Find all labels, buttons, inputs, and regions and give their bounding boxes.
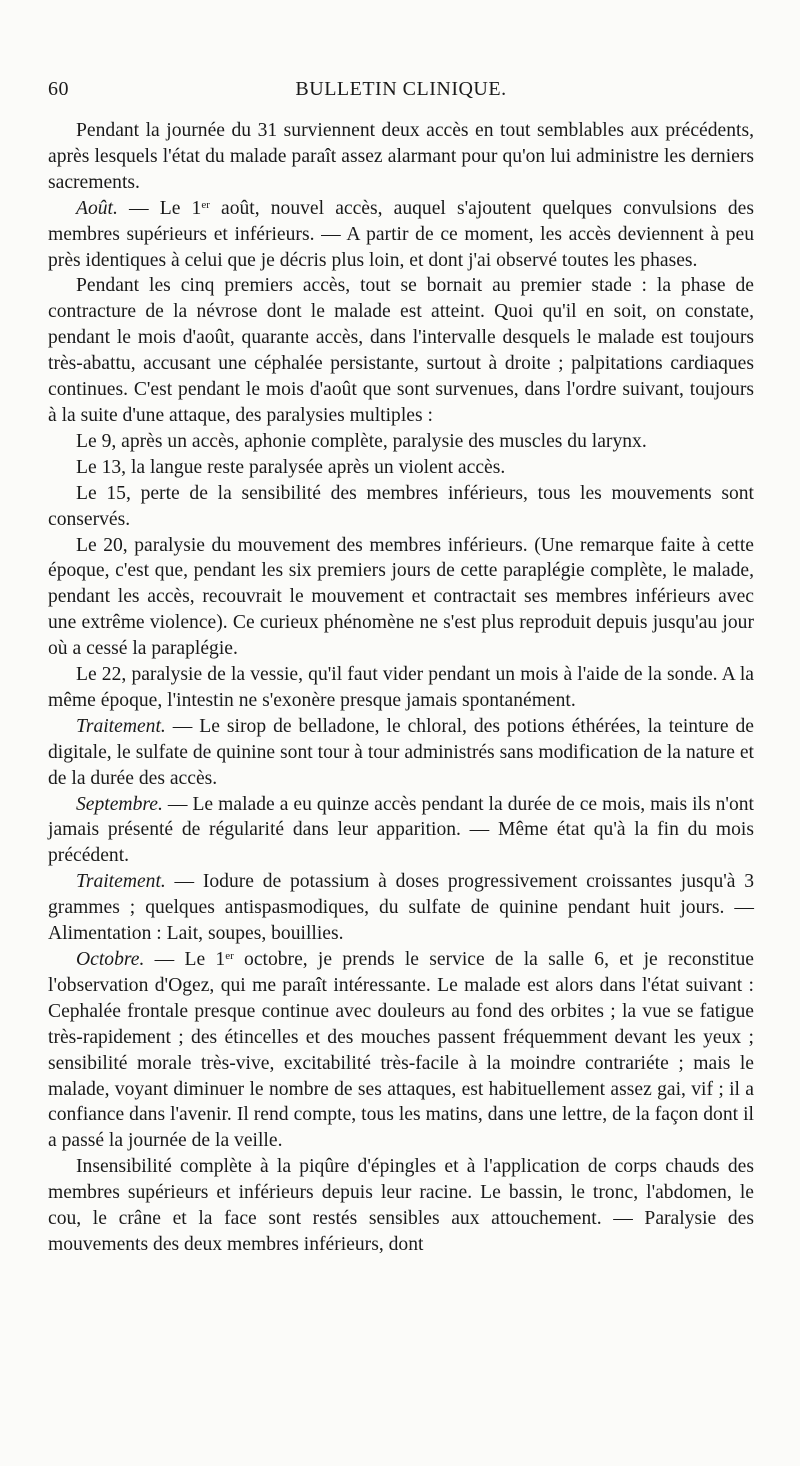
paragraph-text: — Le 1 bbox=[144, 949, 226, 970]
paragraph-text: — Le malade a eu quinze accès pendant la durée de ce mois, mais ils n'ont jamais présenté de régularité dans leur apparition. — Même état qu'à la fin du mois précédent. bbox=[48, 793, 754, 867]
paragraph-text: Le 22, paralysie de la vessie, qu'il faut vider pendant un mois à l'aide de la sonde. A la même époque, l'intestin ne s'exonère presque jamais spontanément. bbox=[48, 664, 754, 711]
paragraph-text: août, nouvel accès, auquel s'ajoutent quelques convulsions des membres supérieurs et inférieurs. — A partir de ce moment, les accès deviennent à peu près identiques à celui que je décris plus loin, et dont j'ai observé toutes les phases. bbox=[48, 197, 754, 271]
paragraph-text: Insensibilité complète à la piqûre d'épingles et à l'application de corps chauds des membres supérieurs et inférieurs depuis leur racine. Le bassin, le tronc, l'abdomen, le cou, le crâne et la face sont restés sensibles aux attouchement. — Paralysie des mouvements des deux membres inférieurs, dont bbox=[48, 1156, 754, 1255]
paragraph-lead: Octobre. bbox=[76, 949, 145, 970]
paragraph-text: — Le 1 bbox=[117, 197, 202, 219]
paragraph bbox=[48, 273, 754, 428]
paragraph-lead: Septembre. bbox=[76, 793, 163, 815]
paragraph bbox=[48, 481, 754, 533]
paragraph-text: — Iodure de potassium à doses progressivement croissantes jusqu'à 3 grammes ; quelques antispasmodiques, du sulfate de quinine pendant huit jours. — Alimentation : Lait, soupes, bouillies. bbox=[48, 871, 754, 945]
body-text bbox=[48, 118, 754, 1258]
ordinal-superscript: er bbox=[225, 950, 234, 962]
page-header bbox=[48, 78, 754, 112]
paragraph bbox=[48, 792, 754, 870]
paragraph-lead: Traitement. bbox=[76, 715, 166, 737]
paragraph bbox=[48, 196, 754, 274]
ordinal-superscript: er bbox=[201, 198, 210, 211]
paragraph bbox=[48, 455, 754, 481]
paragraph-text: Le 13, la langue reste paralysée après un violent accès. bbox=[76, 456, 506, 478]
paragraph bbox=[48, 118, 754, 196]
paragraph bbox=[48, 714, 754, 792]
paragraph-text: Pendant les cinq premiers accès, tout se bornait au premier stade : la phase de contracture de la névrose dont le malade est atteint. Quoi qu'il en soit, on constate, pendant le mois d'août, quarante accès, dans l'intervalle desquels le malade est toujours très-abattu, accusant une céphalée persistante, surtout à droite ; palpitations cardiaques continues. C'est pendant le mois d'août que sont survenues, dans l'ordre suivant, toujours à la suite d'une attaque, des paralysies multiples : bbox=[48, 275, 754, 426]
paragraph bbox=[48, 429, 754, 455]
paragraph-lead: Août. bbox=[76, 197, 118, 219]
paragraph-lead: Traitement. bbox=[76, 871, 166, 893]
paragraph-text: Le 20, paralysie du mouvement des membres inférieurs. (Une remarque faite à cette époque, c'est que, pendant les six premiers jours de cette paraplégie complète, le malade, pendant les accès, recouvrait le mouvement et contractait ses membres inférieurs avec une extrême violence). Ce curieux phénomène ne s'est plus reproduit depuis jusqu'au jour où a cessé la paraplégie. bbox=[48, 534, 754, 660]
paragraph bbox=[48, 947, 754, 1154]
page-number: 60 bbox=[48, 78, 69, 100]
paragraph-text: — Le sirop de belladone, le chloral, des potions éthérées, la teinture de digitale, le sulfate de quinine sont tour à tour administrés sans modification de la nature et de la durée des accès. bbox=[48, 715, 754, 789]
paragraph bbox=[48, 869, 754, 947]
paragraph bbox=[48, 662, 754, 714]
paragraph-text: Le 9, après un accès, aphonie complète, paralysie des muscles du larynx. bbox=[76, 430, 647, 452]
paragraph-text: octobre, je prends le service de la salle 6, et je reconstitue l'observation d'Ogez, qui me paraît intéressante. Le malade est alors dans l'état suivant : Cephalée frontale presque continue avec douleurs au fond des orbites ; la vue se fatigue très-rapidement ; des étincelles et des mouches passent fréquemment devant les yeux ; sensibilité morale très-vive, excitabilité très-facile à la moindre contrariéte ; mais le malade, voyant diminuer le nombre de ses attaques, est habituellement assez gai, vif ; il a confiance dans l'avenir. Il rend compte, tous les matins, dans une lettre, de la façon dont il a passé la journée de la veille. bbox=[48, 949, 754, 1152]
paragraph-text: Le 15, perte de la sensibilité des membres inférieurs, tous les mouvements sont conservés. bbox=[48, 482, 754, 530]
paragraph-text: Pendant la journée du 31 surviennent deux accès en tout semblables aux précédents, après lesquels l'état du malade paraît assez alarmant pour qu'on lui administre les derniers sacrements. bbox=[48, 120, 754, 193]
running-head: BULLETIN CLINIQUE. bbox=[295, 78, 507, 100]
paragraph bbox=[48, 533, 754, 663]
paragraph bbox=[48, 1154, 754, 1258]
